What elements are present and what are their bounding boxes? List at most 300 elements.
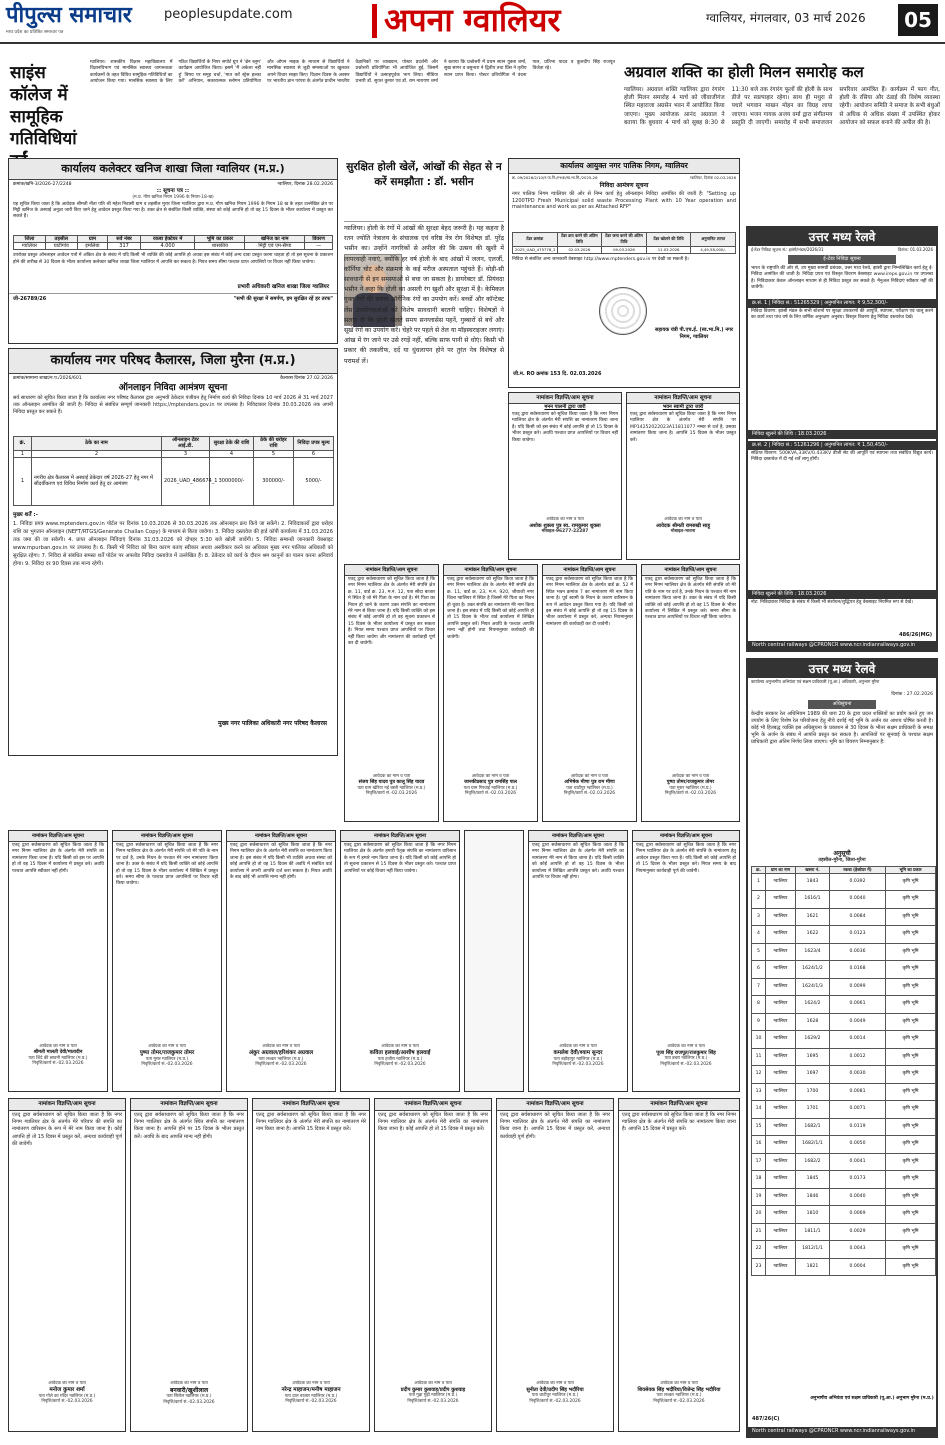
land-cell: 0.0173 [830,1171,886,1189]
land-cell: कृषि भूमि [886,1118,936,1136]
ad-sign: आवेदक का नाम व पता [667,1044,705,1049]
namantaran-ad [112,830,222,1092]
land-cell: 1846 [796,1188,830,1206]
ad-sign: आवेदक का नाम व पता [660,1381,698,1386]
nigam-cell: 09.03.2026 [602,246,647,253]
land-cell: कृषि भूमि [886,926,936,944]
ad-head: नामांकन विज्ञप्ति/आम सूचना [444,565,537,576]
ad-sign: आवेदक का नाम व पता [471,774,510,779]
land-cell: 22 [752,1241,766,1259]
land-cell: 0.0040 [830,1188,886,1206]
khanij-intro: यह सूचित किया जाता है कि आवेदक श्रीमती नीता पति श्री महेश निवासी ग्राम व तहसील मुरार जिला ग्वालियर द्वारा म.प्र. गौण खनिज नियम 1996 के नियम 18 ख के तहत उल्लेखित क्षेत्र पर मिट्टी खनिज के अस्थाई अनुज्ञा जारी किए जाने हेतु आवेदन प्रस्तुत किया गया है। उक्त क्षेत्र से संबंधित किसी व्यक्ति, संस्था को कोई आपत्ति हो तो वह 15 दिवस के भीतर कार्यालय में प्रस्तुत कर सकते हैं। [13,201,335,220]
land-row [752,1136,936,1154]
ad-head: नामांकन विज्ञप्ति/आम सूचना [375,1099,491,1111]
ad-body: एतद् द्वारा सर्वसाधारण को सूचित किया जाता है कि नगर निगम ग्वालियर क्षेत्र के अंतर्गत मेरी संपत्ति जो मेरे पति के नाम पर दर्ज है, उनके निधन के पश्चात मेरे नाम नामांतरण किया जाना है। उक्त के संबंध में यदि किसी व्यक्ति को कोई आपत्ति हो तो वह 15 दिवस के भीतर कार्यालय में लिखित में प्रस्तुत करे। समय सीमा के पश्चात प्राप्त आपत्तियों पर विचार नहीं किया जावेगा। [116,843,220,887]
ad-addr: पता थाटीपुर ग्वालियर (म.प्र.) [566,785,613,791]
ad-tail: मोबाइल-96277-22287 [541,529,589,535]
land-cell: 17 [752,1153,766,1171]
ad-body: एतद् द्वारा सर्वसाधारण को सूचित किया जाता है कि नगर निगम ग्वालियर क्षेत्र के अंतर्गत मेरे परिवार की संपत्ति का नामांतरण वारिसान के रूप में मेरे नाम किया जाना है। कोई आपत्ति हो तो 15 दिवस में प्रस्तुत करें, अन्यथा कार्यवाही पूर्ण की जावेगी। [12,1112,124,1147]
nigam-cell: 2025_UAD_475778_2 [513,246,558,253]
ad-name: अशोक शुक्ला पुत्र स्व. रामकुमार शुक्ला [529,522,601,529]
land-row [752,1206,936,1224]
ad-body: एतद् द्वारा सर्वसाधारण को सूचित किया जाता है कि नगर निगम ग्वालियर क्षेत्र के अंतर्गत मेरी संपत्ति का नामांतरण किया जाना है। आपत्ति 15 दिवस में प्रस्तुत करें। [622,1112,738,1133]
land-cell: 21 [752,1223,766,1241]
ad-name: सुनीता देवी/प्रदीप सिंह भदौरिया [526,1386,584,1393]
land-cell: 1629/2 [796,1031,830,1049]
ad-body: एतद् द्वारा सर्वसाधारण को सूचित किया जाता है कि नगर निगम ग्वालियर क्षेत्र के अंतर्गत मेरी संपत्ति के नामांतरण हेतु आवेदन प्रस्तुत किया गया है। यदि किसी को कोई आपत्ति हो तो 15 दिवस के भीतर प्रस्तुत करे। नियत समय के बाद नियमानुसार कार्यवाही पूर्ण की जावेगी। [636,843,738,874]
ad-head: नामांकन विज्ञप्ति/आम सूचना [509,393,621,404]
land-cell: 7 [752,978,766,996]
kelaras-cell: 1 [14,457,32,505]
khanij-date: ग्वालियर, दिनांक 28.02.2026 [277,182,333,187]
land-cell: 0.0071 [830,1101,886,1119]
kelaras-col: क्रं. [14,437,32,451]
nigam-table [512,232,736,254]
land-row [752,996,936,1014]
land-cell: कृषि भूमि [886,1223,936,1241]
land-cell: 0.0036 [830,943,886,961]
land-cell: 3 [752,908,766,926]
ad-tail: निवृत्ति/कार्य सं.-02.03.2026 [141,1062,193,1068]
land-schedule-table [751,866,936,1277]
ad-head: नामांकन विज्ञप्ति/आम सूचना [627,393,739,404]
land-cell: 20 [752,1206,766,1224]
land-cell: 1812/1/1 [796,1241,830,1259]
land-row [752,873,936,891]
land-cell: 14 [752,1101,766,1119]
section-marker [372,4,377,38]
railway-office: कार्यालय अनुभागीय अभियंता एवं सक्षम प्राधिकारी (पू.आ.) अधिकारी, अनुभाग मुरैना [751,679,880,684]
railway-notification-body: केन्द्रीय सरकार रेल अधिनियम 1989 की धारा 20 के द्वारा प्रदत्त शक्तियों का प्रयोग करते हुए जन उपयोग के लिए विशेष रेल परियोजना हेतु नीचे दर्शाई गई भूमि के अर्जन का आशय घोषित करती है। कोई भी हितबद्ध व्यक्ति इस अधिसूचना के प्रकाशन से 30 दिवस के भीतर सक्षम प्राधिकारी के समक्ष भूमि के अर्जन के संबंध में आपत्ति प्रस्तुत कर सकता है। आपत्तियों पर सुनवाई के पश्चात सक्षम प्राधिकारी द्वारा अंतिम निर्णय लिया जाएगा। भूमि का विवरण निम्नानुसार है: [751,711,935,745]
ad-name: कविता हलवाई/आशीष हलवाई [369,1049,431,1056]
land-cell: कृषि भूमि [886,1031,936,1049]
land-cell: 5 [752,943,766,961]
railway-row-1-desc: निविदा विवरण: झांसी मंडल के सभी स्टेशनों पर सुरक्षा उपकरणों की आपूर्ति, स्थापना, परीक्षण एवं चालू करने का कार्य तथा पांच वर्ष के लिए वार्षिक अनुरक्षण अनुबंध। विस्तृत विवरण हेतु निविदा दस्तावेज देखें। [751,309,935,321]
ad-tail: निवृत्ति/कार्य सं.-02.03.2026 [552,1062,604,1068]
khanij-signatory: प्रभारी अधिकारी खनिज शाखा जिला ग्वालियर [237,284,329,291]
kelaras-cell: 2026_UAD_486674_1 [162,457,210,505]
khanij-objection-text: उपरोक्त प्रस्तुत ऑनलाइन आवेदन पत्रों में अंकित क्षेत्र के संबंध में यदि किसी भी व्यक्ति की कोई आपत्ति हो अथवा इस संबंध में कोई अन्य दावा प्रस्तुत करना चाहता हो तो इस सूचना के प्रकाशन होने की तारीख से 30 दिवस के भीतर कार्यालय कलेक्टर खनिज शाखा जिला ग्वालियर में आपत्ति कर सकता है। नियत समय सीमा पश्चात प्राप्त आपत्तियों पर विचार नहीं किया जावेगा। [13,253,335,265]
railway-note: नोट: निविदाकार निविदा के संबंध में किसी भी संशोधन/शुद्धिपत्र हेतु वेबसाइट नियमित रूप से देखें। [751,600,913,605]
land-cell: 4 [752,926,766,944]
ad-addr: पता मुरार ग्वालियर (म.प्र.) [669,785,712,791]
land-cell: कृषि भूमि [886,908,936,926]
nigam-cell: 11.03.2026 [646,246,691,253]
ad-head: नामांकन विज्ञप्ति/आम सूचना [345,565,438,576]
story-science-body: ग्वालियर। शासकीय विज्ञान महाविद्यालय में विज्ञानविभाग एवं मानसिक स्वास्थ्य जागरूकता कार्यक्रमों के तहत विविध सामूहिक गतिविधियों का आयोजन किया गया। मानसिक स्वास्थ्य के लिए गठित विद्यार्थियों के निपर सपोर्ट ग्रुप ने 'ब्रेन ब्लूम' कार्यक्रम आयोजित किया। इसमें 'मैं अकेला नहीं हूं' विषय पर समूह चर्चा, 'मात करें स्ट्रेस हल्का करें' अभियान, सकारात्मक स्लोगन प्रतियोगिता और ओपन माइक के माध्यम से विद्यार्थियों ने मानसिक स्वास्थ्य से जुड़ी समस्याओं पर खुलकर अपने विचार साझा किए। विज्ञान दिवस के अवसर पर भारतीय ज्ञान परंपरा के अंतर्गत प्राचीन भारतीय वैज्ञानिकों पर व्याख्यान, पोस्टर प्रदर्शनी और प्रश्नोत्तरी प्रतियोगिता भी आयोजित हुई, जिसमें विद्यार्थियों ने उत्साहपूर्वक भाग लिया। मीडिया प्रभारी डॉ. सुयश कुमार एवं डॉ. राम नारायण शर्मा ने बताया कि प्रश्नोत्तरी में प्रथम स्थान युक्ता शर्मा, सुख सागर व वसुन्धरा ने द्वितीय तथा प्रिंस ने तृतीय स्थान प्राप्त किया। पोस्टर प्रतियोगिता में वंदना पाल, प्रतिभा यादव व कुलदीप सिंह राजपूत विजेता रहे। [90,60,617,85]
land-col: रकबा (हेक्टेयर में) [830,866,886,873]
land-cell: ग्वालियर [766,1066,796,1084]
ad-addr: पता दाल बाजार ग्वालियर (म.प्र.) [284,1393,338,1399]
ad-addr: पता हजीरा ग्वालियर (म.प्र.) [377,1056,423,1062]
ad-head: नामांकन विज्ञप्ति/आम सूचना [131,1099,247,1111]
land-cell: 0.0099 [830,978,886,996]
dateline: ग्वालियर, मंगलवार, 03 मार्च 2026 [706,11,866,25]
land-cell: 1697 [796,1066,830,1084]
land-cell: कृषि भूमि [886,1083,936,1101]
ad-body: एतद् द्वारा सर्वसाधारण को सूचित किया जाता है कि नगर निगम ग्वालियर क्षेत्र के अंतर्गत मेरी संपत्ति क्षेत्र क्र. 11, वार्ड क्र. 23, म.नं. 920, जीवाजी नगर जिला ग्वालियर में स्थित है जिसमें मेरे पिता का निधन हो चुका है। उक्त संपत्ति का नामांतरण मेरे नाम किया जाना है। इस संबंध में यदि किसी को कोई आपत्ति हो तो 15 दिवस के भीतर वार्ड कार्यालय में लिखित आपत्ति प्रस्तुत करें। नियत अवधि के पश्चात आपत्ति मान्य नहीं होगी तथा नियमानुसार कार्यवाही की जावेगी। [447,577,536,640]
brand-logo: पीपुल्स समाचार [6,3,132,28]
nigam-col: टेंडर जमा करने की अंतिम तिथि [602,233,647,247]
land-col: खसरा नं. [796,866,830,873]
ad-name: संजय सिंह यादव पुत्र कालू सिंह यादव [358,779,425,785]
ad-sign: आवेदक का नाम व पता [664,517,702,522]
ad-body: एतद् द्वारा सर्वसाधारण को सूचित किया जाता है कि नगर निगम ग्वालियर क्षेत्र के अंतर्गत मेरी संपत्ति का नामांतरण किया जाना है। इस संबंध में यदि किसी भी व्यक्ति अथवा संस्था को कोई आपत्ति हो तो वह 15 दिवस की अवधि में संबंधित वार्ड कार्यालय में अपनी आपत्ति दर्ज करा सकता है। नियत अवधि के बाद कोई भी आपत्ति मान्य नहीं होगी। [230,843,334,881]
railway-row-2: क्र.सं. 2 | निविदा सं.: 51261296 | अनुमानित लागत: ₹ 1,50,450/- [748,441,936,450]
land-cell: 0.0012 [830,1048,886,1066]
land-cell: 1622 [796,926,830,944]
ad-name: पूजा सिंह राजपूत/राजकुमार सिंह [656,1049,716,1056]
ad-tail: निवृत्ति/कार्य सं.-02.03.2026 [664,791,717,797]
land-row [752,1066,936,1084]
land-cell: कृषि भूमि [886,1153,936,1171]
land-cell: 1682/1 [796,1118,830,1136]
land-cell: 13 [752,1083,766,1101]
ad-tail: निवृत्ति/कार्य सं.-02.03.2026 [365,791,418,797]
land-cell: 0.0081 [830,1083,886,1101]
land-row [752,1171,936,1189]
land-cell: ग्वालियर [766,961,796,979]
kelaras-conditions: 1. निविदा प्रपत्र www.mptenders.gov.in पोर्टल पर दिनांक 10.03.2026 से 30.03.2026 तक ऑनलाइन क्रय किये जा सकेंगे। 2. निविदाकारों द्वारा धरोहर राशि का भुगतान ऑनलाइन (NEFT/RTGS/Generate Challan Copy) के माध्यम से किया जावेगा। 3. निविदा दस्तावेज की हार्ड कॉपी कार्यालय में 31.03.2026 तक जमा की जा सकेगी। 4. प्राप्त ऑनलाइन निविदाएं दिनांक 31.03.2026 को दोपहर 5:30 बजे खोली जावेंगी। 5. निविदा सम्बन्धी जानकारी वेबसाइट www.mpurban.gov.in पर उपलब्ध है। 6. किसी भी निविदा को बिना कारण बताए स्वीकार अथवा अस्वीकार करने का अधिकार मुख्य नगर पालिका अधिकारी को सुरक्षित रहेगा। 7. निविदा से संबंधित समस्त शर्तें पोर्टल पर अपलोड निविदा दस्तावेज में उल्लेखित हैं। 8. ठेकेदार को कार्य के दौरान श्रम कानूनों का पालन करना अनिवार्य होगा। 9. निविदा दर 90 दिवस तक मान्य रहेगी। [13,520,335,567]
website[interactable]: peoplesupdate.com [164,7,293,22]
land-cell: 0.0041 [830,1153,886,1171]
kelaras-conditions-title: मुख्य शर्तें :- [13,511,38,518]
land-cell: ग्वालियर [766,1188,796,1206]
namantaran-ad [618,1098,740,1432]
namantaran-ad [8,1098,126,1432]
ad-sign: आवेदक का नाम व पता [671,774,710,779]
land-cell: 23 [752,1258,766,1276]
ad-name: कमलेश देवी/श्याम सुन्दर [553,1049,603,1056]
land-cell: ग्वालियर [766,943,796,961]
story-eye-safety-body: ग्वालियर। होली के रंगों में आंखों की सुरक्षा बेहद जरूरी है। यह कहना है रतन ज्योति नेत्रालय के संचालक एवं वरिष्ठ नेत्र रोग विशेषज्ञ डॉ. पुरेंद्र भसीन का। उन्होंने नागरिकों से अपील की कि उत्सव की खुशी में लापरवाही नवाएं, क्योंकि हर वर्ष होली के बाद आंखों में जलन, एलर्जी, कॉर्निया चोट और संक्रमण के कई मरीज अस्पताल पहुंचते हैं। थोड़ी-सी सावधानी से इन समस्याओं से बचा जा सकता है। डायरेक्टर डॉ. प्रियंवदा भसीन ने कहा कि होली का असली रंग खुशी और सुरक्षा में है। केमिकल युक्त रंगों की बजाय ऑर्गेनिक रंगों का उपयोग करें। बच्चों और कॉन्टेक्ट लेंस उपयोगकर्ताओं को विशेष सावधानी बरतनी चाहिए। विशेषज्ञों ने सलाह दी कि होली खेलते समय सनग्लासेस पहनें, गुब्बारों से बचें और सूखे रंगों का उपयोग करें। चेहरे पर पहले से तेल या मॉइस्चराइजर लगाएं। आंख में रंग जाने पर उसे रगड़ें नहीं, बल्कि साफ पानी से धोएं। किसी भी प्रकार की तकलीफ, दर्द या धुंधलापन होने पर तुरंत नेत्र विशेषज्ञ से परामर्श लें। [344,225,506,365]
ad-head: नामांकन विज्ञप्ति/आम सूचना [9,831,107,842]
railway-title: उत्तर मध्य रेलवे [748,228,936,246]
ad-sign: आवेदक का नाम व पता [39,1044,77,1049]
ad-sign: आवेदक का नाम व पता [292,1381,330,1386]
ad-tail: निवृत्ति/कार्य सं.-02.03.2026 [163,1399,215,1405]
land-cell: 8 [752,996,766,1014]
land-cell: 1682/2 [796,1153,830,1171]
land-cell: ग्वालियर [766,1241,796,1259]
land-cell: कृषि भूमि [886,1206,936,1224]
kelaras-cell: नगरीय क्षेत्र कैलारस में अस्थाई ठेकेदार वर्ष 2026-27 हेतु नगर में सौंदर्यीकरण एवं विविध निर्माण कार्य हेतु दर आमंत्रण [32,457,162,505]
schedule-title: अनुसूची [833,850,851,857]
khanij-col: जिला [14,235,46,242]
ad-body: एतद् द्वारा सर्वसाधारण को सूचित किया जाता है कि नगर निगम ग्वालियर क्षेत्र के अंतर्गत मेरी संपत्ति का नामांतरण किया जाना है। यदि किसी को इस पर आपत्ति हो तो वह 15 दिवस में कार्यालय में प्रस्तुत करे। अवधि पश्चात आपत्ति स्वीकार नहीं होगी। [12,843,106,874]
ad-sub: भवन स्वामी द्वारा जारी [662,404,704,410]
land-cell: कृषि भूमि [886,1258,936,1276]
ad-addr: पता बहोड़ापुर ग्वालियर (म.प्र.) [553,1056,603,1062]
railway-intro: भारत के राष्ट्रपति की ओर से, उप मुख्य सामग्री प्रबंधक, उत्तर मध्य रेलवे, झांसी द्वारा निम्नलिखित कार्य हेतु ई-निविदा आमंत्रित की जाती है। निविदा प्रपत्र एवं विस्तृत विवरण वेबसाइट www.ireps.gov.in पर उपलब्ध है। निविदाकार केवल ऑनलाइन माध्यम से ही निविदा प्रस्तुत कर सकते हैं। मैनुअल निविदाएं स्वीकार नहीं की जावेंगी। [751,266,935,291]
land-cell: कृषि भूमि [886,1171,936,1189]
kelaras-table [13,436,334,506]
land-col: ग्राम का नाम [766,866,796,873]
kelaras-cell: 5000/- [294,457,334,505]
land-cell: ग्वालियर [766,978,796,996]
namantaran-ad [226,830,336,1092]
land-cell: 1821 [796,1258,830,1276]
land-row [752,891,936,909]
namantaran-ad [528,830,628,1092]
land-cell: 1811/1 [796,1223,830,1241]
nigam-cell: 4,49,58,000/- [691,246,736,253]
land-cell: 1623/4 [796,943,830,961]
land-cell: 15 [752,1118,766,1136]
ad-name: श्रीमती मालती देवी/मातादीन [33,1049,83,1055]
section-title: अपना ग्वालियर [384,1,561,39]
kelaras-idx: 3 [162,450,210,457]
kelaras-idx: 5 [254,450,294,457]
ad-addr: पता डबरा ग्वालियर (म.प्र.) [664,1056,708,1062]
ad-body: एतद् द्वारा सर्वसाधारण को सूचित किया जाता है कि नगर निगम ग्वालियर क्षेत्र के अंतर्गत मेरी संपत्ति का नामांतरण किया जाना है। कोई आपत्ति हो तो 15 दिवस में प्रस्तुत करें। [378,1112,490,1133]
ad-body: एतद् द्वारा सर्वसाधारण को सूचित किया जाता है कि नगर निगम ग्वालियर क्षेत्र के अंतर्गत मेरी संपत्ति पर MP14252022023A11811077 नम्बर से दर्ज है, उसका नामांतरण किया जाना है। आपत्ति 15 दिवस के भीतर प्रस्तुत करें। [630,412,738,443]
namantaran-ad [496,1098,614,1432]
ad-tail: निवृत्ति/कार्य सं.-02.03.2026 [374,1062,426,1068]
land-cell: 1701 [796,1101,830,1119]
railway-date: दिनांक: 01.03.2026 [897,247,933,252]
ad-name: शिवसेवक सिंह भदौरिया/विजेन्द्र सिंह भदौरिया [637,1386,721,1393]
nigam-signatory: सहायक यंत्री पी.एच.ई. (स्व.भा.मि.) नगर निगम, ग्वालियर [655,327,733,340]
ad-tail: निवृत्ति/कार्य सं.-02.03.2026 [464,791,517,797]
ad-body: एतद् द्वारा सर्वसाधारण को सूचित किया जाता है कि नगर निगम ग्वालियर क्षेत्र के अंतर्गत मेरी संपत्ति जो मेरे पति के नाम पर दर्ज है, उनके निधन के पश्चात मेरे नाम नामांतरण किया जाना है। उक्त के संबंध में यदि किसी व्यक्ति को कोई आपत्ति हो तो वह 15 दिवस के भीतर कार्यालय में लिखित में प्रस्तुत करे। समय सीमा के पश्चात प्राप्त आपत्तियों पर विचार नहीं किया जावेगा। [645,577,738,621]
brand-tagline: मध्य प्रदेश का प्रतिष्ठित समाचार पत्र [6,30,64,35]
land-cell: 1616/1 [796,891,830,909]
ad-tail: निवृत्ति/कार्य सं.-02.03.2026 [32,1061,84,1067]
ad-name: अभिषेक मीणा पुत्र राम मीणा [564,779,615,785]
khanij-col: विवरण [305,235,333,242]
ad-tail: मोबाइल-भावना [670,529,696,535]
ad-head: नामांकन विज्ञप्ति/आम सूचना [543,565,636,576]
nigam-col: टेंडर क्रय करने की अंतिम तिथि [557,233,602,247]
land-cell: कृषि भूमि [886,1241,936,1259]
land-cell: 0.0049 [830,1013,886,1031]
land-cell: 6 [752,961,766,979]
land-cell: कृषि भूमि [886,1101,936,1119]
railway-subtitle: अधिसूचना [808,700,876,709]
ad-body: एतद् द्वारा सर्वसाधारण को सूचित किया जाता है कि नगर निगम ग्वालियर क्षेत्र के अंतर्गत मेरी संपत्ति का नामांतरण किया जाना है। यदि किसी को इस संबंध में कोई आपत्ति हो तो 15 दिवस के भीतर प्रस्तुत करे। अवधि पश्चात प्राप्त आपत्तियों पर विचार नहीं किया जावेगा। [512,412,620,443]
ad-sign: आवेदक का नाम व पता [546,517,584,522]
namantaran-ad [130,1098,248,1432]
land-cell: कृषि भूमि [886,978,936,996]
ad-addr: पता ग्राम गिरवाई ग्वालियर (म.प्र.) [463,785,518,791]
land-cell: 0.0030 [830,1066,886,1084]
ad-sign: आवेदक का नाम व पता [170,1381,208,1386]
land-cell: ग्वालियर [766,891,796,909]
kelaras-subtitle: ऑनलाइन निविदा आमंत्रण सूचना [118,383,228,393]
khanij-rule: (म.प्र. गौण खनिज नियम 1996 के नियम-18-ख) [132,195,214,200]
railway-date: दिनांक : 27.02.2026 [891,692,933,697]
land-cell: कृषि भूमि [886,891,936,909]
ad-body: एतद् द्वारा सर्वसाधारण को सूचित किया जाता है कि नगर निगम ग्वालियर क्षेत्र के अंतर्गत वार्ड क्र. 52 में स्थित भवन क्रमांक 7 का नामांतरण मेरे नाम किया जाना है। पूर्व स्वामी के निधन के कारण वारिसान के रूप में आवेदन प्रस्तुत किया गया है। यदि किसी को इस संबंध में कोई आपत्ति हो तो वह 15 दिवस के भीतर कार्यालय में प्रस्तुत करे, अन्यथा नियमानुसार नामांतरण की कार्यवाही कर दी जावेगी। [546,577,635,627]
kelaras-cell: 300000/- [254,457,294,505]
namantaran-ad [340,830,460,1092]
land-cell: कृषि भूमि [886,1136,936,1154]
kelaras-idx: 4 [210,450,254,457]
land-row [752,943,936,961]
land-row [752,1101,936,1119]
railway-tender-notice [746,226,938,652]
railway-code: 486/26(MG) [899,632,932,638]
railway-subtitle: ई-टेंडर निविदा सूचना [788,255,896,264]
land-cell: ग्वालियर [766,1136,796,1154]
land-cell: ग्वालियर [766,1101,796,1119]
khanij-col: खनिज का नाम [245,235,305,242]
land-cell: 0.0084 [830,908,886,926]
land-row [752,1241,936,1259]
ad-head: नामांकन विज्ञप्ति/आम सूचना [227,831,335,842]
masthead-rule [0,42,945,44]
kelaras-cell: 3000000/- [210,457,254,505]
land-cell: 0.0168 [830,961,886,979]
land-cell: ग्वालियर [766,908,796,926]
land-cell: 0.0123 [830,926,886,944]
land-cell: 1624/2 [796,996,830,1014]
land-cell: ग्वालियर [766,926,796,944]
land-cell: कृषि भूमि [886,1188,936,1206]
namantaran-ad [443,564,538,822]
khanij-table [13,235,333,251]
kelaras-idx: 2 [32,450,162,457]
land-cell: ग्वालियर [766,1206,796,1224]
ad-name: पुष्पा तोमर/राजकुमार तोमर [139,1049,195,1056]
land-cell: ग्वालियर [766,1083,796,1101]
land-row [752,926,936,944]
railway-signatory: अनुभागीय अभियंता एवं सक्षम प्राधिकारी (पू.आ.) अनुभाग मुरैना (म.प्र.) [810,1396,934,1401]
railway-land-notice [746,658,938,1438]
ad-head: नामांकन विज्ञप्ति/आम सूचना [633,831,739,842]
ad-sign: आवेदक का नाम व पता [262,1044,300,1049]
nigam-web: निविदा से संबंधित अन्य जानकारी वेबसाइट http://www.mptenders.gov.in पर देखी जा सकती है। [512,256,689,262]
ad-name: बनवारी/खुशीलाल [169,1386,209,1394]
land-cell: 0.0029 [830,1223,886,1241]
land-row [752,1048,936,1066]
khanij-cell: शासकीय [195,242,245,249]
land-row [752,908,936,926]
land-cell: 1695 [796,1048,830,1066]
masthead [0,0,945,48]
land-cell: कृषि भूमि [886,1013,936,1031]
page-number: 05 [898,4,938,36]
nigam-subtitle: निविदा आमंत्रण सूचना [599,182,649,189]
railway-close-1: निविदा खुलने की तिथि : 18.03.2026 [748,430,936,439]
land-cell: ग्वालियर [766,1223,796,1241]
ad-tail: निवृत्ति/कार्य सं.-02.03.2026 [563,791,616,797]
kelaras-col: ठेके की धरोहर राशि [254,437,294,451]
land-cell: 0.0392 [830,873,886,891]
ad-addr: पता गुढ़ा गुढ़ी ग्वालियर (म.प्र.) [408,1393,458,1399]
land-cell: ग्वालियर [766,1031,796,1049]
ad-tail: निवृत्ति/कार्य सं.-02.03.2026 [529,1398,581,1404]
headline-eye-safety: सुरक्षित होली खेलें, आंखों की सेहत से न करें समझौता : डॉ. भसीन [344,160,504,222]
headline-science-college: साइंस कॉलेज में सामूहिक गतिविधियां [10,63,77,149]
nigam-cell: 02.03.2026 [557,246,602,253]
railway-footer[interactable]: North central railways @CPRONCR www.ncr.indianrailways.gov.in [748,641,936,650]
ad-addr: पता शिंदे की छावनी ग्वालियर (म.प्र.) [28,1055,88,1061]
khanij-cell: इमलिया [77,242,108,249]
land-cell: 0.0061 [830,996,886,1014]
nigam-col: टेंडर खोलने की तिथि [646,233,691,247]
land-cell: 1 [752,873,766,891]
khanij-slogan: "सभी की सुरक्षा में समर्पण, हम सुरक्षित रहें हर तरफ" [233,296,333,303]
ad-sign: आवेदक का नाम व पता [559,1044,597,1049]
land-row [752,1223,936,1241]
ad-addr: पता थाटीपुर ग्वालियर (म.प्र.) [531,1393,579,1399]
railway-footer[interactable]: North central railways @CPRONCR www.ncr.indianrailways.gov.in [748,1427,936,1436]
land-cell: ग्वालियर [766,1258,796,1276]
land-cell: 1621 [796,908,830,926]
khanij-ref: क्रमांक/खनि-3/2026-27/2248 [13,182,72,187]
nigam-tender-notice [508,158,740,388]
nigam-ref: क्र. 09/2026/2/10/न.पा.नि./PHE/स्व.भा.मि./2025-26 [512,175,598,180]
ad-name: पुष्पा तोमर/राजकुमार तोमर [666,779,715,785]
ad-head: नामांकन विज्ञप्ति/आम सूचना [341,831,459,842]
khanij-cell: 4.000 [140,242,195,249]
ad-head: नामांकन विज्ञप्ति/आम सूचना [529,831,627,842]
khanij-cell: घाटीगांव [45,242,77,249]
land-cell: 1624/1/3 [796,978,830,996]
land-cell: 1628 [796,1013,830,1031]
land-cell: 18 [752,1171,766,1189]
kelaras-ref: क्रमांक/सामान्य शाखा/न.प./2026/601 [13,376,82,381]
land-cell: 0.0119 [830,1118,886,1136]
ad-addr: पता सिरोल ग्वालियर (म.प्र.) [166,1394,212,1400]
land-cell: 0.0050 [830,1136,886,1154]
kelaras-col: ठेके का नाम [32,437,162,451]
railway-close-2: निविदा खुलने की तिथि : 18.03.2026 [748,590,936,599]
khanij-col: रकबा हेक्टेयर में [140,235,195,242]
land-col: क्र. [752,866,766,873]
khanij-cell: मिट्टी एवं एम-सैण्ड [245,242,305,249]
ad-sign: आवेदक का नाम व पता [372,774,411,779]
railway-row-2-desc: संक्षिप्त विवरण: 500KVA,33KV/0.433KV डीजी सेट की आपूर्ति एवं स्थापना तथा संबंधित विद्युत कार्य। निविदा दस्तावेज में दी गई शर्तें लागू होंगी। [751,451,935,463]
headline-holi-milan: अग्रवाल शक्ति का होली मिलन समारोह कल [624,63,864,81]
nigam-ad-1 [508,392,622,560]
land-cell: कृषि भूमि [886,996,936,1014]
land-cell: 1682/1/1 [796,1136,830,1154]
kelaras-tender-notice [8,348,338,756]
ad-tail: निवृत्ति/कार्य सं.-02.03.2026 [660,1061,712,1067]
ad-name: आवेदक श्रीमती रामसखी साहू [655,522,710,529]
ad-addr: पता ग्राम खेरिया नई बस्ती ग्वालियर (म.प्र.) [357,785,426,791]
land-cell: 12 [752,1066,766,1084]
railway-code: 487/26(C) [752,1416,780,1422]
nigam-title: कार्यालय आयुक्त नगर पालिक निगम, ग्वालियर [509,159,739,174]
khanij-notice [8,158,338,344]
nigam-ad-2 [626,392,740,560]
ad-addr: पता गोले का मंदिर ग्वालियर (म.प्र.) [38,1393,96,1399]
land-cell: कृषि भूमि [886,1048,936,1066]
land-cell: 1845 [796,1171,830,1189]
schedule-location: तहसील-मुरैना, जिला-मुरैना [818,858,866,863]
kelaras-col: ऑनलाइन टेंडर आई.डी. [162,437,210,451]
land-row [752,1118,936,1136]
land-row [752,1153,936,1171]
land-cell: कृषि भूमि [886,961,936,979]
ad-sign: आवेदक का नाम व पता [414,1381,452,1386]
land-cell: ग्वालियर [766,1118,796,1136]
nigam-emblem-icon [599,287,647,335]
land-cell: 10 [752,1031,766,1049]
land-cell: ग्वालियर [766,1013,796,1031]
land-row [752,1188,936,1206]
kelaras-idx: 6 [294,450,334,457]
namantaran-ad [252,1098,370,1432]
namantaran-ad [632,830,740,1092]
land-cell: 1810 [796,1206,830,1224]
khanij-cell: 317 [108,242,141,249]
namantaran-ad [8,830,108,1092]
